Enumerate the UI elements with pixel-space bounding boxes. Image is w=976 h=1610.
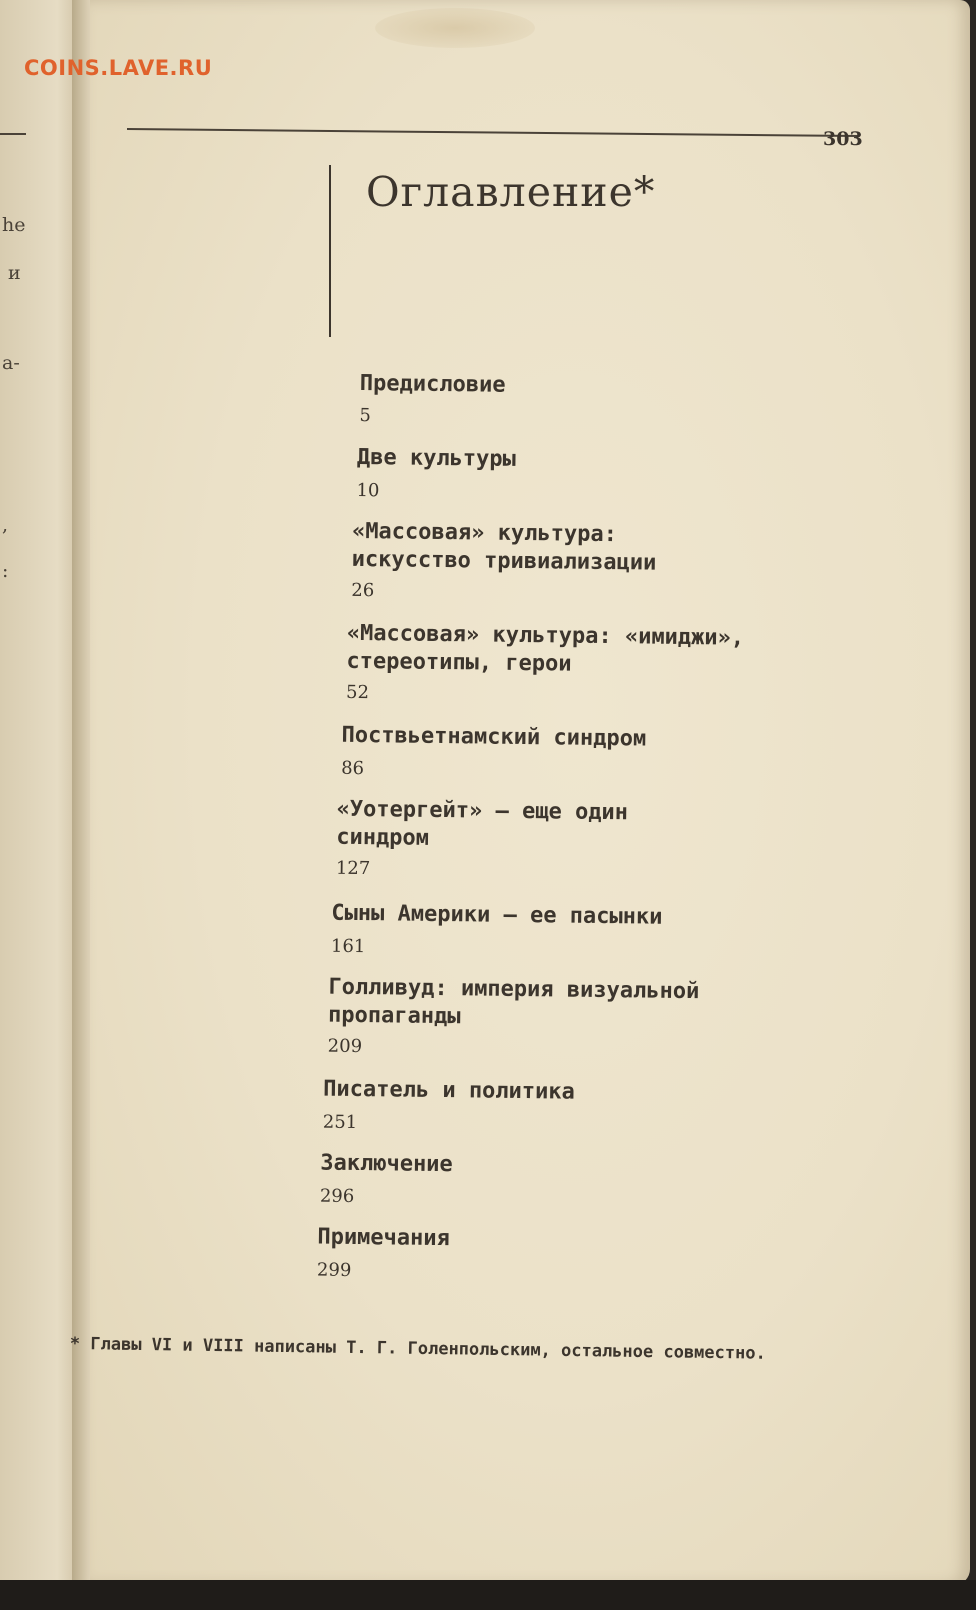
entry-title: Заключение — [320, 1150, 453, 1178]
page-title: Оглавление* — [366, 168, 656, 216]
toc-page — [69, 0, 970, 1585]
entry-title: Поствьетнамский синдром — [341, 722, 647, 752]
footnote: * Главы VI и VIII написаны Т. Г. Голенпольским, остальное совместно. — [69, 1334, 766, 1364]
entry-page-number: 5 — [359, 404, 372, 427]
entry-page-number: 127 — [335, 857, 371, 880]
entry-title: Предисловие — [359, 370, 506, 398]
scan-bottom-edge — [0, 1580, 976, 1610]
left-page-rule — [0, 133, 26, 135]
entry-title: «Массовая» культура: «имиджи», стереотипы, герои — [346, 620, 745, 677]
entry-page-number: 251 — [322, 1111, 358, 1134]
entry-title: Две культуры — [356, 444, 517, 472]
entry-title: Сыны Америки — ее пасынки — [331, 900, 663, 930]
entry-title: «Массовая» культура: искусство тривиализации — [351, 518, 657, 576]
entry-page-number: 296 — [319, 1185, 355, 1207]
entry-title: Голливуд: империя визуальной пропаганды — [327, 974, 700, 1030]
left-page-fragment: , — [2, 514, 9, 536]
watermark: COINS.LAVE.RU — [24, 56, 213, 80]
page-number: 303 — [823, 128, 863, 150]
entry-page-number: 86 — [341, 757, 365, 780]
entry-page-number: 161 — [330, 935, 366, 958]
entry-title: Примечания — [317, 1224, 451, 1252]
left-page-fragment: he — [2, 214, 26, 236]
entry-title: Писатель и политика — [323, 1076, 576, 1105]
entry-page-number: 10 — [356, 479, 380, 502]
left-page-fragment: а- — [2, 352, 20, 374]
entry-page-number: 299 — [316, 1259, 352, 1281]
left-page-fragment: : — [2, 560, 9, 582]
entry-page-number: 209 — [327, 1035, 363, 1058]
entry-page-number: 26 — [351, 579, 375, 602]
left-page-fragment: и — [8, 262, 21, 284]
entry-title: «Уотергейт» — еще один синдром — [336, 796, 629, 851]
entry-page-number: 52 — [345, 681, 370, 704]
